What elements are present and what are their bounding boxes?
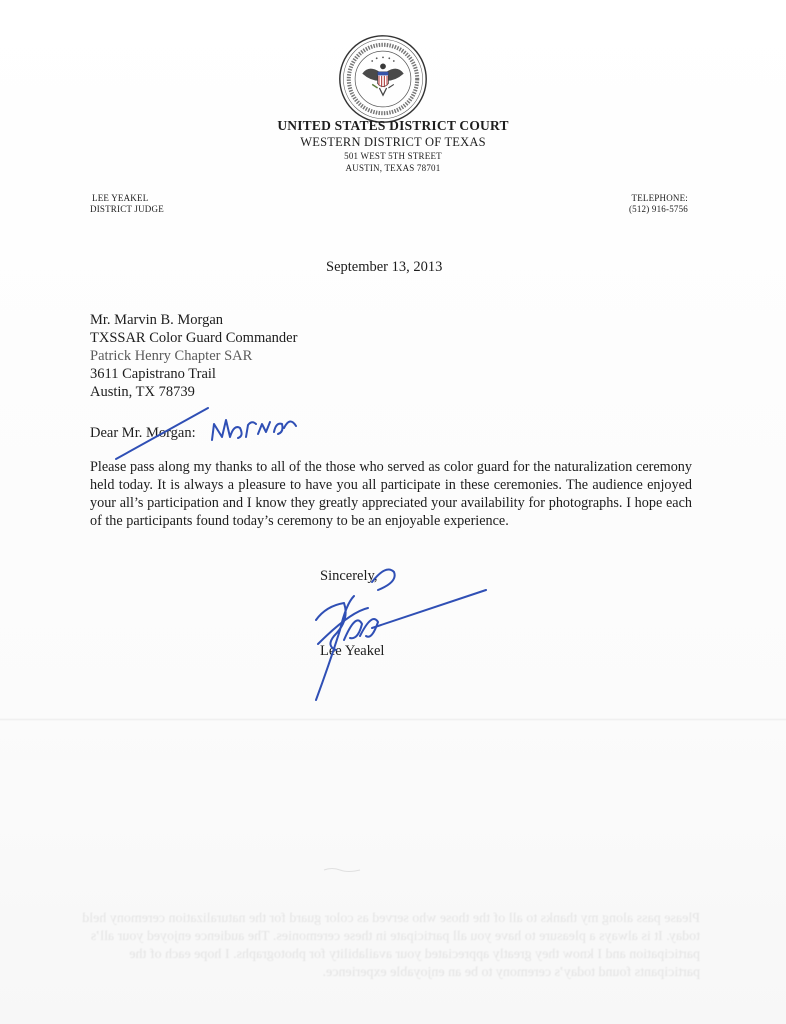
telephone-label: TELEPHONE: bbox=[631, 193, 688, 203]
court-name: UNITED STATES DISTRICT COURT bbox=[277, 118, 509, 133]
bleed-through-mark bbox=[322, 866, 362, 874]
court-city: AUSTIN, TEXAS 78701 bbox=[345, 163, 441, 173]
recipient-organization: Patrick Henry Chapter SAR bbox=[90, 348, 253, 364]
judge-name: LEE YEAKEL bbox=[92, 193, 149, 203]
judge-block bbox=[90, 193, 164, 215]
recipient-name: Mr. Marvin B. Morgan bbox=[90, 312, 224, 328]
recipient-street: 3611 Capistrano Trail bbox=[90, 366, 216, 382]
judge-title: DISTRICT JUDGE bbox=[90, 204, 164, 214]
telephone-number: (512) 916-5756 bbox=[628, 204, 688, 214]
closing: Sincerely, bbox=[320, 568, 378, 584]
district-court-seal-icon bbox=[338, 34, 428, 124]
paper-fold-line bbox=[0, 718, 786, 721]
letter-body: Please pass along my thanks to all of the those who served as color guard for the naturalization ceremony held today. It is always a pleasure to have you all participate in these ceremonies. The audience enjoyed your all’s participation and I know they greatly appreciated your availability for photographs. I hope each of the participants found today’s ceremony to be an enjoyable experience. bbox=[90, 459, 692, 529]
signer-name: Lee Yeakel bbox=[320, 643, 385, 659]
letter-date: September 13, 2013 bbox=[326, 259, 443, 275]
lee-yeakel-signature bbox=[316, 570, 486, 700]
recipient-address bbox=[90, 311, 297, 401]
recipient-city: Austin, TX 78739 bbox=[90, 384, 195, 400]
court-street: 501 WEST 5TH STREET bbox=[344, 151, 442, 161]
recipient-title: TXSSAR Color Guard Commander bbox=[90, 330, 298, 346]
bleed-through-text: Please pass along my thanks to all of the those who served as color guard for the naturalization ceremony held today. It is always a pleasure to have you all participate in these ceremonies. The audience enjoyed your all’s participation and I know they greatly appreciated your availability for photographs. I hope each of the participants found today’s ceremony to be an enjoyable experience. bbox=[82, 911, 700, 980]
court-district: WESTERN DISTRICT OF TEXAS bbox=[300, 135, 486, 149]
telephone-block bbox=[629, 193, 688, 215]
salutation: Dear Mr. Morgan: bbox=[90, 425, 196, 441]
